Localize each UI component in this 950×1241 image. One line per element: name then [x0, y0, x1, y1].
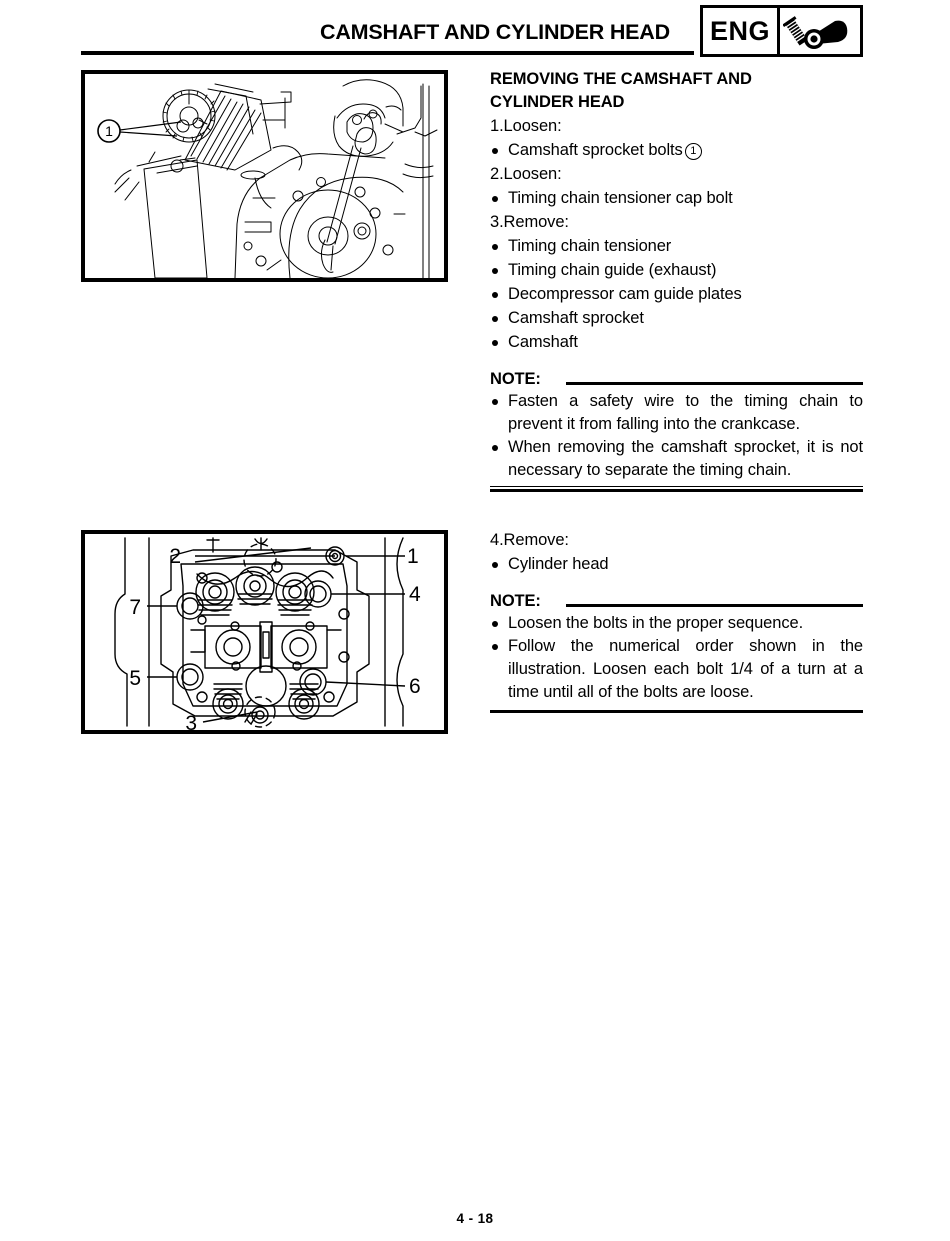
note-rule	[566, 604, 863, 607]
list-item	[490, 330, 863, 354]
callout-2: 2	[169, 545, 181, 568]
list-item	[490, 234, 863, 258]
callout-1: 1	[407, 545, 419, 568]
list-item	[490, 186, 863, 210]
step-4-label: 4.Remove:	[490, 531, 569, 549]
note-header	[490, 590, 863, 612]
note-item: Loosen the bolts in the proper sequence.	[490, 612, 863, 635]
note-block	[490, 368, 863, 492]
callout-3: 3	[185, 712, 197, 730]
camshaft-sprocket-loosening-illustration	[81, 70, 448, 282]
list-item	[490, 306, 863, 330]
callout-4: 4	[409, 583, 421, 606]
step-1-label: 1.Loosen:	[490, 117, 562, 135]
step-3-label: 3.Remove:	[490, 213, 569, 231]
note-header	[490, 368, 863, 390]
note-label: NOTE:	[490, 370, 541, 388]
callout-7: 7	[129, 596, 141, 619]
list-item-label: Timing chain guide (exhaust)	[508, 261, 717, 279]
list-item-label: Cylinder head	[508, 555, 609, 573]
page-title: CAMSHAFT AND CYLINDER HEAD	[320, 20, 670, 44]
list-item	[490, 282, 863, 306]
callout-6: 6	[409, 675, 421, 698]
cylinder-head-bolt-loosening-sequence-illustration	[81, 530, 448, 734]
note-item: Follow the numerical order shown in the illustration. Loosen each bolt 1/4 of a turn at a time until all of the bolts are loose.	[490, 635, 863, 704]
list-item-label: Timing chain tensioner	[508, 237, 672, 255]
list-item	[490, 258, 863, 282]
piston-connecting-rod-icon	[780, 8, 860, 54]
section-heading-line-2: CYLINDER HEAD	[490, 93, 625, 111]
note-item: When removing the camshaft sprocket, it is not necessary to separate the timing chain.	[490, 436, 863, 482]
callout-ref-1: 1	[685, 143, 702, 160]
note-rule	[566, 382, 863, 385]
section-remove-cylinder-head	[490, 528, 863, 713]
svg-text:1: 1	[105, 123, 113, 139]
step-2-label: 2.Loosen:	[490, 165, 562, 183]
list-item-label: Camshaft sprocket bolts	[508, 141, 683, 159]
page-number: 4 - 18	[456, 1211, 494, 1226]
section-heading-line-1: REMOVING THE CAMSHAFT AND	[490, 70, 752, 88]
note-label: NOTE:	[490, 592, 541, 610]
note-footer-rule	[490, 710, 863, 713]
section-badge-label: ENG	[703, 8, 780, 54]
list-item-label: Camshaft sprocket	[508, 309, 644, 327]
section-removing-camshaft-and-cylinder-head	[490, 68, 863, 492]
section-badge	[700, 5, 863, 57]
header-rule	[81, 51, 694, 55]
list-item-label: Camshaft	[508, 333, 578, 351]
list-item	[490, 552, 863, 576]
list-item-label: Decompressor cam guide plates	[508, 285, 742, 303]
note-block	[490, 590, 863, 713]
page-header	[0, 0, 950, 62]
note-item: Fasten a safety wire to the timing chain to prevent it from falling into the crankcase.	[490, 390, 863, 436]
list-item	[490, 138, 863, 162]
note-footer-rule	[490, 486, 863, 492]
callout-5: 5	[129, 667, 141, 690]
list-item-label: Timing chain tensioner cap bolt	[508, 189, 733, 207]
